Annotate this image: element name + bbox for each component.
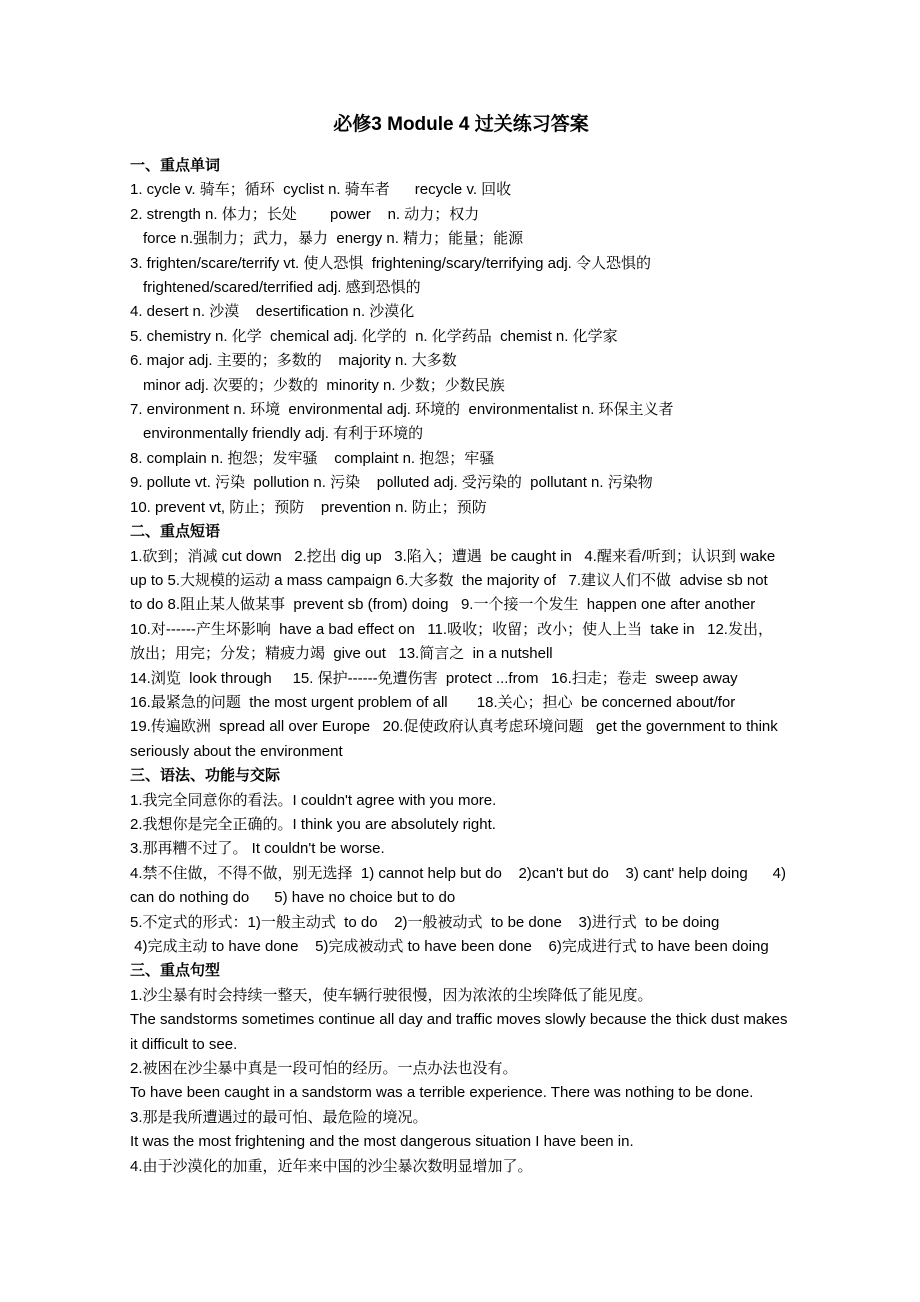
text-line: 2.被困在沙尘暴中真是一段可怕的经历。一点办法也没有。 xyxy=(130,1060,518,1078)
text-line: seriously about the environment xyxy=(130,742,343,760)
text-line: frightened/scared/terrified adj. 感到恐惧的 xyxy=(143,279,421,297)
text-line: environmentally friendly adj. 有利于环境的 xyxy=(143,425,424,443)
text-line: 4.禁不住做，不得不做，别无选择 1) cannot help but do 2)can't but do 3) cant' help doing 4) xyxy=(130,864,787,882)
text-line: The sandstorms sometimes continue all day and traffic moves slowly because the thick dust makes xyxy=(130,1011,788,1029)
text-line: 1.沙尘暴有时会持续一整天，使车辆行驶很慢，因为浓浓的尘埃降低了能见度。 xyxy=(130,986,653,1004)
text-line: 7. environment n. 环境 environmental adj. 环境的 environmentalist n. 环保主义者 xyxy=(130,401,674,419)
text-line: 2.我想你是完全正确的。I think you are absolutely right. xyxy=(130,815,496,833)
text-line: 14.浏览 look through 15. 保护------免遭伤害 protect ...from 16.扫走；卷走 sweep away xyxy=(130,669,738,687)
document-body xyxy=(130,154,792,1179)
text-line: 5.不定式的形式：1)一般主动式 to do 2)一般被动式 to be done 3)进行式 to be doing xyxy=(130,913,720,931)
text-line: 1.砍到；消减 cut down 2.挖出 dig up 3.陷入；遭遇 be caught in 4.醒来看/听到；认识到 wake xyxy=(130,547,776,565)
text-line: To have been caught in a sandstorm was a terrible experience. There was nothing to be done. xyxy=(130,1084,754,1102)
text-line: 1. cycle v. 骑车；循环 cyclist n. 骑车者 recycle v. 回收 xyxy=(130,181,512,199)
text-line: 3. frighten/scare/terrify vt. 使人恐惧 frightening/scary/terrifying adj. 令人恐惧的 xyxy=(130,254,651,272)
text-line: 4.由于沙漠化的加重，近年来中国的沙尘暴次数明显增加了。 xyxy=(130,1157,533,1175)
text-line: 6. major adj. 主要的；多数的 majority n. 大多数 xyxy=(130,352,457,370)
text-line: 4. desert n. 沙漠 desertification n. 沙漠化 xyxy=(130,303,415,321)
text-line: 3.那是我所遭遇过的最可怕、最危险的境况。 xyxy=(130,1108,428,1126)
text-line: 19.传遍欧洲 spread all over Europe 20.促使政府认真考虑环境问题 get the government to think xyxy=(130,718,778,736)
text-line: it difficult to see. xyxy=(130,1035,238,1053)
document-title: 必修3 Module 4 过关练习答案 xyxy=(333,114,589,135)
text-line: 16.最紧急的问题 the most urgent problem of all 18.关心；担心 be concerned about/for xyxy=(130,693,736,711)
text-line: 放出；用完；分发；精疲力竭 give out 13.简言之 in a nutshell xyxy=(130,645,553,663)
text-line: 5. chemistry n. 化学 chemical adj. 化学的 n. 化学药品 chemist n. 化学家 xyxy=(130,327,618,345)
text-line: 8. complain n. 抱怨；发牢骚 complaint n. 抱怨；牢骚 xyxy=(130,449,495,467)
text-line: 4)完成主动 to have done 5)完成被动式 to have been done 6)完成进行式 to have been doing xyxy=(130,938,769,955)
text-line: force n.强制力；武力，暴力 energy n. 精力；能量；能源 xyxy=(143,230,524,248)
text-line: 9. pollute vt. 污染 pollution n. 污染 polluted adj. 受污染的 pollutant n. 污染物 xyxy=(130,474,653,492)
text-line: to do 8.阻止某人做某事 prevent sb (from) doing 9.一个接一个发生 happen one after another xyxy=(130,596,756,614)
section-heading: 一、重点单词 xyxy=(130,157,221,174)
section-heading: 二、重点短语 xyxy=(130,523,221,541)
section-heading: 三、语法、功能与交际 xyxy=(130,767,281,785)
text-line: minor adj. 次要的；少数的 minority n. 少数；少数民族 xyxy=(143,376,505,394)
text-line: up to 5.大规模的运动 a mass campaign 6.大多数 the majority of 7.建议人们不做 advise sb not xyxy=(130,571,768,589)
text-line: 3.那再糟不过了。 It couldn't be worse. xyxy=(130,840,385,858)
text-line: can do nothing do 5) have no choice but to do xyxy=(130,889,456,907)
text-line: 10.对------产生坏影响 have a bad effect on 11.吸收；收留；改小；使人上当 take in 12.发出， xyxy=(130,620,773,638)
text-line: 10. prevent vt, 防止；预防 prevention n. 防止；预防 xyxy=(130,498,487,516)
text-line: 2. strength n. 体力；长处 power n. 动力；权力 xyxy=(130,205,480,223)
text-line: It was the most frightening and the most dangerous situation I have been in. xyxy=(130,1133,634,1151)
text-line: 1.我完全同意你的看法。I couldn't agree with you more. xyxy=(130,791,497,809)
section-heading: 三、重点句型 xyxy=(130,962,221,980)
